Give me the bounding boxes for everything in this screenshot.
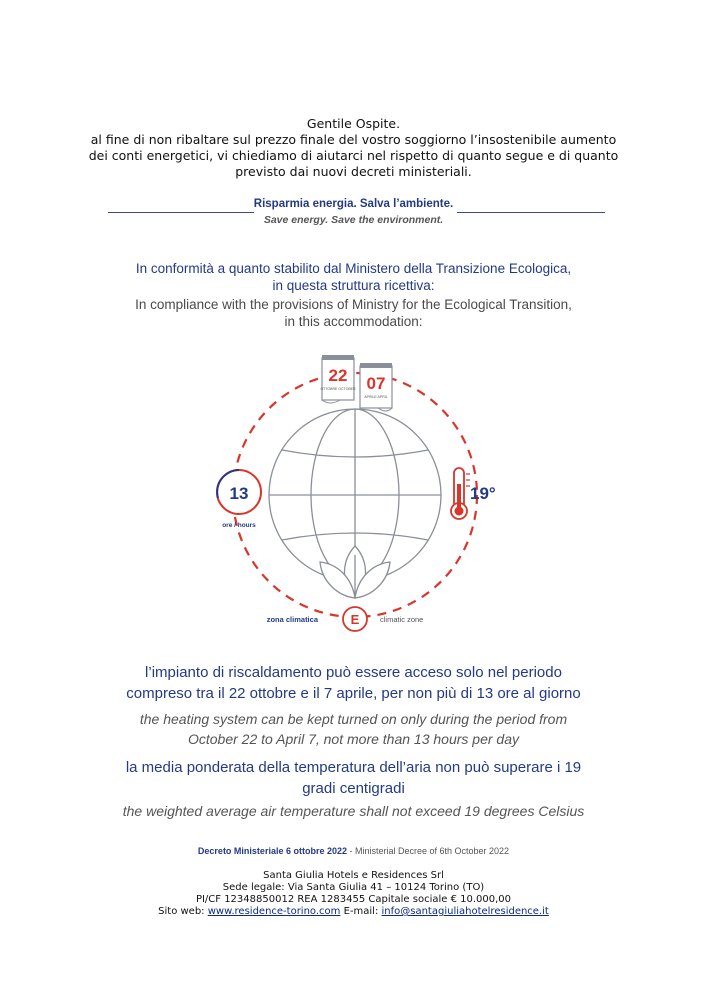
heating-infographic	[200, 350, 510, 640]
temperature-value: 19°	[470, 484, 496, 503]
start-day: 22	[328, 366, 348, 385]
slogan-english: Save energy. Save the environment.	[263, 214, 444, 226]
intro-line-3: previsto dai nuovi decreti ministeriali.	[235, 164, 472, 179]
slogan-italian: Risparmia energia. Salva l’ambiente.	[253, 198, 454, 210]
intro-text	[0, 116, 707, 180]
end-month: APRILE APRIL	[364, 395, 388, 399]
intro-line-2: dei conti energetici, vi chiediamo di aiutarci nel rispetto di quanto segue e di quanto	[88, 148, 619, 163]
decree-italian: Decreto Ministeriale 6 ottobre 2022	[197, 846, 347, 856]
slogan-right-rule	[457, 212, 605, 213]
infographic-svg	[200, 350, 510, 640]
compliance-en-line-2: in this accommodation:	[284, 314, 423, 329]
leaf-icon	[320, 546, 390, 598]
zone-letter: E	[350, 612, 360, 627]
compliance-en-line-1: In compliance with the provisions of Ministry for the Ecological Transition,	[135, 297, 572, 312]
contact-line	[0, 906, 707, 918]
zone-label-en: climatic zone	[380, 615, 424, 624]
end-day: 07	[366, 374, 386, 393]
compliance-it-line-2: in questa struttura ricettiva:	[272, 278, 435, 293]
company-name: Santa Giulia Hotels e Residences Srl	[263, 870, 444, 881]
temp-rule-it-line-1: la media ponderata della temperatura dell’aria non può superare i 19	[125, 759, 582, 776]
thermometer-icon	[451, 468, 470, 519]
company-tax-info: PI/CF 12348850012 REA 1283455 Capitale sociale € 10.000,00	[195, 894, 512, 905]
decree-reference	[0, 846, 707, 856]
website-label: Sito web:	[158, 906, 208, 917]
zone-label-it: zona climatica	[266, 615, 318, 624]
greeting: Gentile Ospite.	[306, 116, 401, 131]
heating-rule-it-line-2: compreso tra il 22 ottobre e il 7 aprile, per non più di 13 ore al giorno	[126, 685, 581, 702]
hours-value: 13	[229, 484, 249, 503]
heating-rule-en-line-2: October 22 to April 7, not more than 13 hours per day	[187, 731, 519, 747]
temp-rule-en: the weighted average air temperature shall not exceed 19 degrees Celsius	[122, 803, 585, 819]
company-footer	[0, 870, 707, 918]
website-link[interactable]: www.residence-torino.com	[207, 906, 341, 917]
compliance-it-line-1: In conformità a quanto stabilito dal Ministero della Transizione Ecologica,	[135, 261, 572, 276]
hours-label: ore / hours	[222, 522, 256, 529]
heating-rule-en-line-1: the heating system can be kept turned on only during the period from	[139, 711, 568, 727]
heating-rule-it-line-1: l’impianto di riscaldamento può essere acceso solo nel periodo	[145, 664, 562, 681]
temp-rule-it-line-2: gradi centigradi	[302, 780, 405, 797]
company-address: Sede legale: Via Santa Giulia 41 – 10124 Torino (TO)	[222, 882, 485, 893]
intro-line-1: al fine di non ribaltare sul prezzo finale del vostro soggiorno l’insostenibile aumento	[90, 132, 617, 147]
start-month: OTTOBRE OCTOBER	[320, 387, 356, 391]
email-link[interactable]: info@santagiuliahotelresidence.it	[381, 906, 549, 917]
email-label: E-mail:	[340, 906, 382, 917]
slogan-left-rule	[108, 212, 254, 213]
decree-english: - Ministerial Decree of 6th October 2022	[346, 846, 510, 856]
